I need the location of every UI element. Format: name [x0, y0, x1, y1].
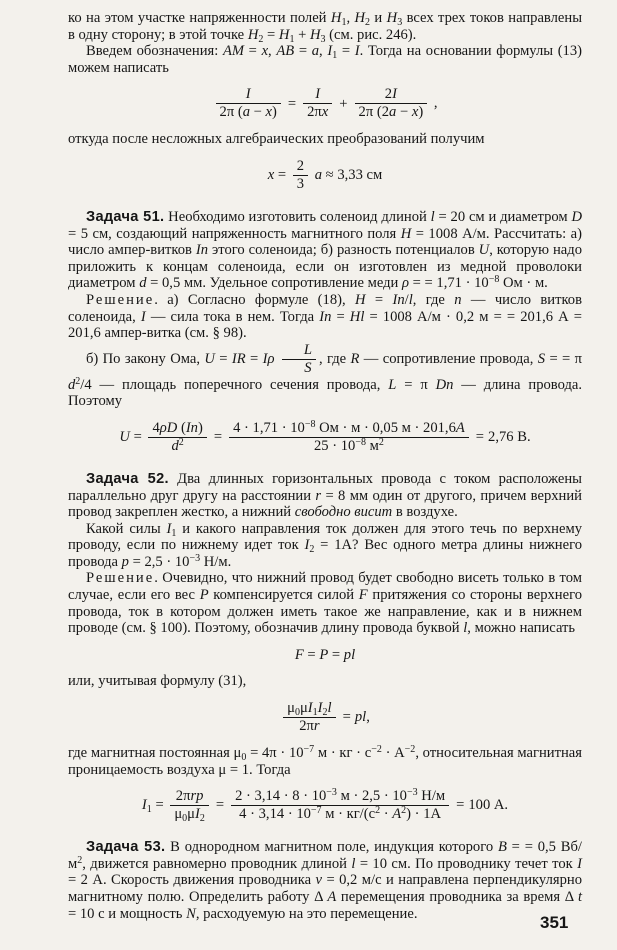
- page-number: 351: [540, 913, 569, 932]
- book-page: [68, 10, 582, 922]
- paragraph: Задача 51. Необходимо изготовить соленоид длиной l = 20 см и диаметром D = 5 см, создающий напряженность магнитного поля H = 1008 А/м. Рассчитать: а) число ампер-витков In этого соленоида; б) разность потенциалов U, которую надо приложить к концам соленоида, если он изготовлен из медной проволоки диаметром d = 0,5 мм. Удельное сопротивление меди ρ = = $1,71 \cdot 10^{-8}$ Ом · м.: [68, 208, 583, 292]
- formula: $\frac{\mu_0\mu I_1I_2l}{2\pi r}$ = pl,: [68, 700, 582, 735]
- paragraph: или, учитывая формулу (31),: [68, 673, 247, 690]
- paragraph: Задача 53. В однородном магнитном поле, индукция которого B = = 0,5 $Вб/м^2$, движется равномерно проводник длиной l = 10 см. По проводнику течет ток I = 2 А. Скорость движения проводника v = 0,2 м/с и направлена перпендикулярно магнитному полю. Определить работу Δ A перемещения проводника за время Δ t = 10 с и мощность N, расходуемую на это перемещение.: [68, 839, 583, 922]
- paragraph: откуда после несложных алгебраических преобразований получим: [68, 131, 485, 148]
- paragraph: Решение. а) Согласно формуле (18), H = In/l, где n — число витков соленоида, I — сила тока в нем. Тогда In = Hl = 1008 А/м · 0,2 м = = 201,6 А = 201,6 ампер-витка (см. § 98).: [68, 291, 582, 342]
- paragraph: Введем обозначения: AM = x, AB = a, $I_1 = I$. Тогда на основании формулы (13) можем написать: [68, 43, 583, 76]
- formula: $I_1$ = $\frac{\text{2πrp}}{\mu_0\mu I_2}$ = $\frac{2 \cdot 3,14 \cdot 8 \cdot 10^{-3} м \cdot 2,5 \cdot 10^{-3} Н/м}{4 \cdot 3,14 \cdot 10^{-7} м \cdot кг/(с^2 \cdot А^2) \cdot 1А}$ = 100 А.: [141, 787, 509, 825]
- paragraph: Задача 52. Два длинных горизонтальных провода с током расположены параллельно друг другу на расстоянии r = 8 мм один от другого, причем верхний провод закреплен жестко, а нижний свободно висит в воздухе.: [68, 470, 582, 521]
- paragraph: где магнитная постоянная $\mu_0 = 4\pi \cdot 10^{-7}$ м · кг · $с^{-2} \cdot А^{-2}$, относительная магнитная проницаемость воздуха μ = 1. Тогда: [68, 744, 582, 778]
- formula: F = P = pl: [294, 646, 356, 663]
- formula: U = $\frac{4\rho D (In)}{d^2}$ = $\frac{4 \cdot 1,71 \cdot 10^{-8} Ом \cdot м \cdot 0,05 м \cdot 201,6А}{25 \cdot 10^{-8} м^2}$ = 2,76 В.: [119, 418, 531, 454]
- paragraph: Какой силы $I_1$ и какого направления ток должен для этого течь по верхнему проводу, если по нижнему идет ток $I_2 = 1А$? Вес одного метра длины нижнего провода $p = 2,5 \cdot 10^{-3}$ Н/м.: [68, 520, 582, 570]
- paragraph: Решение. Очевидно, что нижний провод будет свободно висеть только в том случае, если его вес P компенсируется силой F притяжения со стороны верхнего провода, ток в котором должен иметь такое же направление, как и в нижнем проводе (см. § 100). Поэтому, обозначив длину провода буквой l, можно написать: [68, 570, 582, 637]
- formula: $\frac{I}{2\pi (a - x)}$ = $\frac{I}{2\pi x}$ + $\frac{2I}{2\pi (2a - x)}$ ,: [68, 86, 582, 121]
- formula: x = $\frac{2}{3}$ a ≈ 3,33 см: [267, 157, 383, 192]
- paragraph: ко на этом участке напряженности полей $H_1$, $H_2$ и $H_3$ всех трех токов направлены в одну сторону; в этой точке $H_2 = H_1 + H_3$ (см. рис. 246).: [68, 10, 583, 45]
- paragraph: б) По закону Ома, U = IR = Iρ $\frac{L}{S}$ , где R — сопротивление провода, S = = π $d^2/4$ — площадь поперечного сечения провода, L = π Dn — длина провода. Поэтому: [68, 341, 583, 410]
